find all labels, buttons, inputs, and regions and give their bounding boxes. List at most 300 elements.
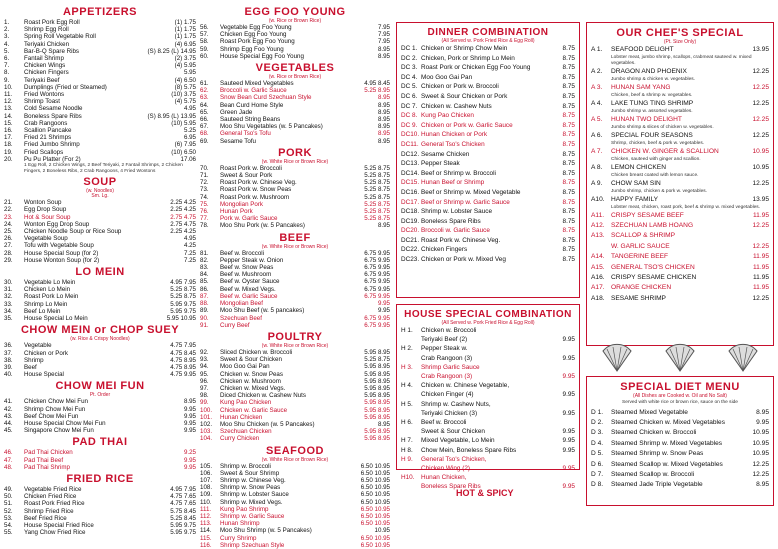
section-subtitle: (w. Rice or Brown Rice) xyxy=(268,18,322,24)
item-number: D 3. xyxy=(591,429,604,437)
menu-item xyxy=(401,427,575,436)
item-name: Yang Chow Fried Rice xyxy=(24,529,86,537)
item-number: 19. xyxy=(4,148,13,156)
item-name: Snow Bean Curd Szechuan Style xyxy=(220,94,312,102)
menu-item xyxy=(4,69,196,76)
item-number: A15. xyxy=(591,263,605,271)
item-price: 8.75 xyxy=(562,179,575,187)
item-number: 29. xyxy=(4,256,13,264)
menu-item xyxy=(591,147,769,157)
menu-item xyxy=(200,371,390,378)
menu-item xyxy=(401,473,575,482)
item-price: 5.95 8.95 xyxy=(364,392,390,400)
item-number: 12. xyxy=(4,98,13,106)
item-name: Beef w. Snow Peas xyxy=(220,264,274,272)
item-name: Curry Shrimp xyxy=(220,534,257,542)
item-number: 33. xyxy=(4,300,13,308)
item-name: Vegetable Lo Mein xyxy=(24,279,76,287)
item-number: 92. xyxy=(200,348,209,356)
item-description: Lobster meat, jumbo shrimp, scallops, crabmeat sauteed w. mixed vegetables. xyxy=(611,55,752,66)
section-title: CHOW MEI FUN xyxy=(55,380,145,393)
item-name: Chicken w. Garlic Sauce xyxy=(220,406,288,414)
item-name: Steamed Chicken w. Mixed Vegetables xyxy=(611,419,725,426)
item-name: Beef w. Oyster Sauce xyxy=(220,278,280,286)
item-name: Roast Pork Egg Roll xyxy=(24,19,80,26)
item-name: Roast Pork or Chicken Egg Foo Young xyxy=(421,64,531,72)
item-number: 98. xyxy=(200,392,209,400)
item-name: Chicken w. Cashew Nuts xyxy=(421,102,492,110)
item-number: 55. xyxy=(4,529,13,537)
item-name: Wonton Egg Drop Soup xyxy=(24,220,90,228)
item-description: Jumbo shrimp, chicken & pork w. vegetables. xyxy=(611,189,707,194)
item-price: 8.75 xyxy=(562,73,575,81)
item-name: SESAME SHRIMP xyxy=(611,294,666,302)
item-price: 8.75 xyxy=(562,121,575,129)
item-price: 8.75 xyxy=(562,217,575,225)
item-name: Sweet & Sour Shrimp xyxy=(220,469,280,477)
item-number: DC 1. xyxy=(401,45,418,52)
fan-icon xyxy=(599,345,635,373)
menu-item xyxy=(401,198,575,208)
menu-item xyxy=(200,179,390,186)
item-number: 108. xyxy=(200,484,213,492)
menu-item xyxy=(4,420,196,427)
item-name: Moo Shu Pork (w. 5 Pancakes) xyxy=(220,222,305,230)
menu-item xyxy=(4,406,196,413)
section-subtitle: (Pt. Size Only) xyxy=(663,39,697,45)
item-price: 8.75 xyxy=(562,150,575,158)
item-number: 39. xyxy=(4,363,13,371)
item-price: 9.95 xyxy=(183,419,196,427)
item-name: House Special Soup (for 2) xyxy=(24,249,99,257)
menu-item xyxy=(401,130,575,140)
item-price: 9.95 xyxy=(562,428,575,436)
item-number: 6. xyxy=(4,55,10,63)
item-name: Curry Chicken xyxy=(220,435,260,443)
item-price: 5.95 8.95 xyxy=(364,370,390,378)
item-number: A17. xyxy=(591,284,605,292)
menu-item xyxy=(401,335,575,344)
item-price: 6.75 9.95 xyxy=(364,264,390,272)
item-price xyxy=(573,326,575,335)
item-price: 6.50 10.95 xyxy=(360,534,390,542)
item-number: 21. xyxy=(4,199,13,207)
item-price: (S) 8.25 (L) 14.95 xyxy=(147,47,196,55)
item-number: 90. xyxy=(200,314,209,322)
menu-item xyxy=(401,326,575,335)
item-number: DC 7. xyxy=(401,102,418,110)
item-price: 10.95 xyxy=(752,147,769,155)
item-name: House Special Chow Mei Fun xyxy=(24,419,106,427)
item-price: 9.95 xyxy=(562,437,575,445)
hot-spicy-label: HOT & SPICY xyxy=(456,488,514,498)
item-number: DC16. xyxy=(401,188,420,196)
item-price: 4.75 8.45 xyxy=(170,349,196,357)
item-number: 1. xyxy=(4,19,10,26)
menu-item xyxy=(4,315,196,322)
menu-item xyxy=(591,131,769,141)
menu-item xyxy=(200,300,390,307)
item-name: Broccoli w. Garlic Sauce xyxy=(220,87,287,95)
item-price: 8.75 xyxy=(562,140,575,148)
item-number: 36. xyxy=(4,342,13,350)
item-price: 8.75 xyxy=(562,208,575,216)
item-price: 10.95 xyxy=(752,450,769,458)
item-name: Boneless Spare Ribs xyxy=(421,483,481,491)
item-description: Jumbo shrimp w. assorted vegetables. xyxy=(611,109,693,114)
item-name: Teriyaki Chicken xyxy=(24,40,70,48)
item-name: Beef or Shrimp w. Broccoli xyxy=(421,169,496,177)
item-number: 73. xyxy=(200,186,209,194)
chef-special-box xyxy=(586,22,774,346)
menu-item xyxy=(4,371,196,378)
item-number: 41. xyxy=(4,398,13,406)
item-price: 10.95 xyxy=(374,527,390,535)
item-name: Sweet & Sour Chicken or Pork xyxy=(421,92,508,100)
item-price: 5.95 8.95 xyxy=(364,428,390,436)
fan-decoration xyxy=(586,344,774,374)
item-name: Moo Shu Vegetables (w. 5 Pancakes) xyxy=(220,123,323,131)
menu-item xyxy=(200,307,390,314)
item-price: 8.95 xyxy=(756,408,769,416)
item-number: 5. xyxy=(4,47,10,55)
item-number: 15. xyxy=(4,119,13,127)
item-price: 8.95 xyxy=(756,481,769,489)
section-title: BEEF xyxy=(279,231,311,244)
menu-item xyxy=(200,31,390,38)
menu-item xyxy=(200,293,390,300)
item-number: 51. xyxy=(4,500,13,508)
item-price: 6.50 10.95 xyxy=(360,469,390,477)
item-number: A 1. xyxy=(591,46,603,53)
item-number: 45. xyxy=(4,427,13,435)
item-number: 47. xyxy=(4,456,13,464)
item-number: A 9. xyxy=(591,179,603,187)
item-price: 8.75 xyxy=(562,188,575,196)
menu-item xyxy=(4,457,196,464)
item-name: House Special Fried Rice xyxy=(24,521,94,529)
item-number: 57. xyxy=(200,31,209,39)
item-number: D 6. xyxy=(591,460,604,468)
item-number: H 5. xyxy=(401,400,413,408)
item-name: Steamed Shrimp w. Snow Peas xyxy=(611,450,704,458)
item-number: H 9. xyxy=(401,455,413,463)
item-price: (S) 8.95 (L) 13.95 xyxy=(147,112,196,120)
menu-item xyxy=(200,222,390,229)
item-name: Egg Drop Soup xyxy=(24,206,67,214)
item-number: 77. xyxy=(200,215,209,223)
item-price: 12.25 xyxy=(752,99,769,107)
item-price: 4.95 xyxy=(183,235,196,243)
menu-item xyxy=(200,470,390,477)
menu-item xyxy=(401,73,575,83)
item-number: H 4. xyxy=(401,382,413,390)
item-number: A 7. xyxy=(591,147,603,155)
item-price: 8.75 xyxy=(562,83,575,91)
item-name: Moo Goo Gai Pan xyxy=(220,363,270,371)
item-name: Chicken Egg Foo Young xyxy=(220,31,287,39)
item-number: D 5. xyxy=(591,450,604,458)
item-name: Spring Roll Vegetable Roll xyxy=(24,33,96,41)
menu-item xyxy=(401,446,575,455)
item-price: 4.95 7.95 xyxy=(170,279,196,287)
item-price: (10) 6.50 xyxy=(171,148,196,156)
menu-item xyxy=(591,263,769,273)
menu-item xyxy=(200,392,390,399)
item-number: 65. xyxy=(200,108,209,116)
menu-item xyxy=(200,194,390,201)
item-price: 4.25 xyxy=(183,242,196,250)
section-title: APPETIZERS xyxy=(62,6,138,18)
item-name: Sesame Tofu xyxy=(220,137,256,145)
menu-item xyxy=(401,82,575,92)
menu-item xyxy=(200,123,390,130)
item-number xyxy=(401,335,421,344)
item-name: House Special xyxy=(24,371,64,379)
menu-item xyxy=(4,77,196,84)
menu-item xyxy=(4,242,196,249)
item-name: Shrimp w. Chinese Veg. xyxy=(220,476,286,484)
item-price: 6.50 10.95 xyxy=(360,491,390,499)
item-price: 4.75 7.95 xyxy=(170,342,196,350)
item-number: 107. xyxy=(200,476,213,484)
item-price: 4.75 7.65 xyxy=(170,493,196,501)
item-number: 43. xyxy=(4,412,13,420)
menu-item xyxy=(4,508,196,515)
menu-item xyxy=(591,439,769,449)
item-name: Pad Thai Beef xyxy=(24,456,64,464)
menu-item xyxy=(200,349,390,356)
item-name: Roast Pork w. Chinese Veg. xyxy=(421,236,501,244)
menu-item xyxy=(591,428,769,438)
item-name: Bean Curd Home Style xyxy=(220,101,284,109)
item-price: 7.95 xyxy=(377,31,390,39)
item-price: 4.75 7.65 xyxy=(170,500,196,508)
menu-item xyxy=(401,111,575,121)
section-subtitle: (w. White Rice or Brown Rice) xyxy=(261,158,329,165)
menu-item xyxy=(401,121,575,131)
item-number: 22. xyxy=(4,206,13,214)
menu-item xyxy=(200,520,390,527)
menu-item xyxy=(401,44,575,54)
menu-item xyxy=(4,493,196,500)
menu-item xyxy=(591,195,769,205)
item-price: 5.95 9.75 xyxy=(170,529,196,537)
item-name: Boneless Spare Ribs xyxy=(421,217,481,225)
item-price: 5.75 8.45 xyxy=(170,507,196,515)
item-price: 12.25 xyxy=(752,83,769,91)
section-subtitle: (All Dishes are Cooked w. Oil and No Salt) xyxy=(633,393,727,399)
item-price: 9.95 xyxy=(377,300,390,308)
item-number: 61. xyxy=(200,80,209,88)
item-name: Moo Shu Chicken (w. 5 Pancakes) xyxy=(220,420,315,428)
item-price: 6.50 10.95 xyxy=(360,484,390,492)
item-number: DC21. xyxy=(401,236,420,244)
menu-item xyxy=(200,53,390,60)
menu-item xyxy=(200,138,390,145)
item-name: Shrimp w. Lobster Sauce xyxy=(421,208,493,216)
menu-item xyxy=(401,363,575,372)
menu-item xyxy=(4,214,196,221)
item-name: Beef w. Mushroom xyxy=(220,271,272,279)
item-name: Chow Mein, Boneless Spare Ribs xyxy=(421,446,517,454)
item-name: Kung Pao Shrimp xyxy=(220,505,269,513)
item-number: A 2. xyxy=(591,67,603,75)
item-number: 95. xyxy=(200,370,209,378)
item-price: 12.25 xyxy=(752,242,769,250)
menu-item xyxy=(4,141,196,148)
item-number: 84. xyxy=(200,271,209,279)
item-price: 8.95 xyxy=(183,398,196,406)
item-description: Lobster meat, chicken, roast pork, beef & shrimp w. mixed vegetables. xyxy=(611,205,761,210)
item-price: 13.95 xyxy=(752,46,769,53)
item-name: Mongolian Beef xyxy=(220,300,263,308)
item-price: 8.95 xyxy=(377,116,390,124)
item-number: 103. xyxy=(200,428,213,436)
item-number: D 2. xyxy=(591,419,604,426)
item-number: 94. xyxy=(200,363,209,371)
item-number: 50. xyxy=(4,493,13,501)
item-name: HUNAN SAM YANG xyxy=(611,83,671,91)
item-number: DC22. xyxy=(401,246,420,254)
menu-item xyxy=(4,286,196,293)
item-name: Shrimp Garlic Sauce xyxy=(421,363,480,371)
menu-column-2 xyxy=(200,4,390,549)
menu-item xyxy=(4,98,196,105)
item-name: HAPPY FAMILY xyxy=(611,195,659,203)
item-price: 17.06 xyxy=(180,155,196,163)
item-number: 83. xyxy=(200,264,209,272)
item-price: 8.95 xyxy=(377,94,390,102)
section-subtitle: (All Served w. Pork Fried Rice & Egg Roll) xyxy=(441,320,535,326)
item-name: ORANGE CHICKEN xyxy=(611,284,672,292)
item-price: 6.75 9.95 xyxy=(364,256,390,264)
item-name: Steamed Shrimp w. Mixed Vegetables xyxy=(611,439,723,447)
menu-item xyxy=(401,436,575,445)
item-number: 99. xyxy=(200,399,209,407)
item-number: A 3. xyxy=(591,83,603,91)
menu-item xyxy=(4,350,196,357)
item-number: 74. xyxy=(200,193,209,201)
menu-item xyxy=(200,38,390,45)
section-title: FRIED RICE xyxy=(66,472,134,485)
item-number: DC 2. xyxy=(401,54,418,62)
item-name: Fried Jumbo Shrimp xyxy=(24,141,80,149)
item-name: Shrimp Egg Foo Young xyxy=(220,45,284,53)
item-description: Jumbo shrimp & slices of chicken w. vegetables. xyxy=(611,125,714,130)
item-price: 5.95 8.95 xyxy=(364,413,390,421)
item-name: Chicken w. Mushroom xyxy=(220,377,281,385)
item-price: 9.95 xyxy=(562,465,575,473)
menu-item xyxy=(4,149,196,156)
item-number: DC 6. xyxy=(401,92,418,100)
menu-item xyxy=(200,363,390,370)
item-price: 8.95 xyxy=(377,52,390,60)
item-name: Beef Fried Rice xyxy=(24,514,67,522)
item-name: Chicken or Pork w. Mixed Veg xyxy=(421,256,506,264)
menu-item xyxy=(4,529,196,536)
item-price: 5.25 8.45 xyxy=(170,514,196,522)
item-price: 5.95 8.95 xyxy=(364,384,390,392)
item-name: CRISPY SESAME BEEF xyxy=(611,211,684,219)
item-price: (2) 3.75 xyxy=(174,55,196,63)
item-price: 9.95 xyxy=(562,391,575,399)
item-number: 113. xyxy=(200,520,212,528)
item-description: Chicken, sauteed with ginger and scallion. xyxy=(611,157,701,162)
item-name: Pork w. Garlic Sauce xyxy=(220,215,278,223)
menu-item xyxy=(591,242,769,252)
item-price: 5.95 xyxy=(183,69,196,77)
item-number: H 6. xyxy=(401,419,413,427)
item-number: 7. xyxy=(4,62,10,70)
item-price: 8.95 xyxy=(377,137,390,145)
item-number: 25. xyxy=(4,228,13,236)
item-name: Kung Pao Chicken xyxy=(220,399,272,407)
item-number xyxy=(591,242,611,252)
menu-item xyxy=(401,372,575,381)
section-title: VEGETABLES xyxy=(255,62,335,75)
item-name: Sliced Chicken w. Broccoli xyxy=(220,348,293,356)
item-price: 8.75 xyxy=(562,198,575,206)
menu-item xyxy=(4,486,196,493)
item-number: H 2. xyxy=(401,345,413,353)
menu-item xyxy=(4,19,196,26)
menu-item xyxy=(4,91,196,98)
item-price xyxy=(573,473,575,482)
item-price: 4.75 9.95 xyxy=(170,371,196,379)
item-price: 8.95 xyxy=(377,45,390,53)
item-price: (8) 5.75 xyxy=(174,83,196,91)
item-price: (4) 5.75 xyxy=(174,98,196,106)
menu-item xyxy=(200,506,390,513)
menu-item xyxy=(4,120,196,127)
item-price: (1) 1.75 xyxy=(174,19,196,26)
item-price: (1) 1.75 xyxy=(174,26,196,34)
menu-item xyxy=(200,513,390,520)
item-number xyxy=(401,354,421,363)
item-number: DC19. xyxy=(401,217,420,225)
item-name: Tofu with Vegetable Soup xyxy=(24,242,94,250)
section-title: HOUSE SPECIAL COMBINATION xyxy=(404,309,572,320)
item-name: SZECHUAN LAMB HOANG xyxy=(611,222,694,229)
item-number: A11. xyxy=(591,211,605,219)
item-number: H 8. xyxy=(401,446,413,454)
item-name: Chicken Noodle Soup or Rice Soup xyxy=(24,228,122,236)
item-price: 5.95 10.95 xyxy=(166,315,196,323)
menu-item xyxy=(4,522,196,529)
item-number: 38. xyxy=(4,356,13,364)
item-number: H 3. xyxy=(401,363,413,371)
item-price: 8.75 xyxy=(562,102,575,110)
menu-item xyxy=(200,527,390,534)
menu-item xyxy=(200,165,390,172)
item-price: 6.75 9.95 xyxy=(364,249,390,257)
item-price: 5.95 8.95 xyxy=(364,406,390,414)
menu-item xyxy=(591,163,769,173)
item-name: Moo Goo Gai Pan xyxy=(421,73,473,81)
item-name: Beef or Shrimp w. Garlic Sauce xyxy=(421,198,510,206)
item-price: 9.95 xyxy=(183,463,196,471)
item-number: 85. xyxy=(200,278,209,286)
item-name: Beef Lo Mein xyxy=(24,307,61,315)
item-number: 42. xyxy=(4,405,13,413)
item-name: LEMON CHICKEN xyxy=(611,163,666,171)
item-name: Shrimp w. Snow Peas xyxy=(220,484,281,492)
item-price: 5.25 8.75 xyxy=(364,172,390,180)
item-price: 8.75 xyxy=(562,64,575,72)
item-price: 11.95 xyxy=(752,253,769,261)
item-number xyxy=(401,427,421,436)
